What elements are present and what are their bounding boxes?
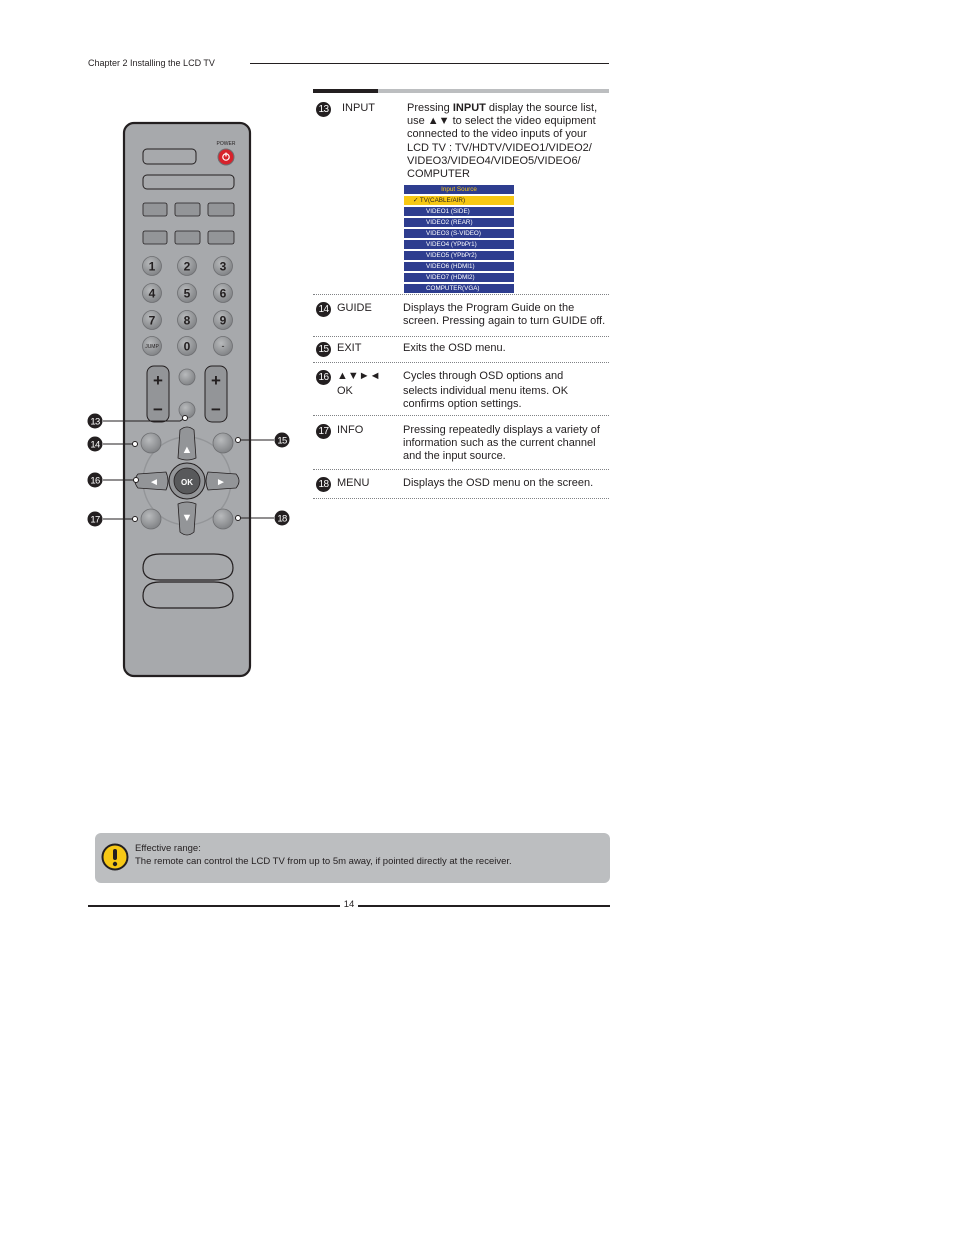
jump-label: JUMP bbox=[145, 344, 159, 350]
description-line: use ▲▼ to select the video equipment bbox=[407, 115, 596, 128]
volume-minus: − bbox=[153, 400, 163, 419]
entry-label-secondary: OK bbox=[337, 385, 353, 397]
arrow-right-icon: ► bbox=[216, 477, 226, 488]
entry-divider bbox=[313, 498, 609, 499]
power-button bbox=[218, 149, 234, 165]
description-line: VIDEO3/VIDEO4/VIDEO5/VIDEO6/ bbox=[407, 154, 581, 167]
description-line: screen. Pressing again to turn GUIDE off. bbox=[403, 315, 606, 328]
description-line: connected to the video inputs of your bbox=[407, 128, 587, 141]
description-line: and the input source. bbox=[403, 450, 506, 463]
keypad-digit: 5 bbox=[183, 286, 191, 301]
keypad-digit: 6 bbox=[219, 286, 227, 301]
description-line: selects individual menu items. OK bbox=[403, 385, 569, 398]
description-line: LCD TV : TV/HDTV/VIDEO1/VIDEO2/ bbox=[407, 141, 592, 154]
keypad-digit: 8 bbox=[183, 313, 191, 328]
description-line: Displays the Program Guide on the bbox=[403, 302, 575, 314]
entry-label: ▲▼►◄ bbox=[337, 370, 381, 382]
callout-number: 15 bbox=[277, 435, 287, 447]
entry-badge: 15 bbox=[316, 342, 331, 357]
callout-number: 13 bbox=[90, 416, 100, 428]
info-button bbox=[141, 509, 161, 529]
callout-number: 16 bbox=[90, 475, 100, 487]
description-line: Pressing INPUT display the source list, bbox=[407, 102, 598, 114]
keypad-digit: 9 bbox=[219, 313, 227, 328]
entry-divider bbox=[313, 362, 609, 363]
channel-minus: − bbox=[211, 400, 221, 419]
chapter-header: Chapter 2 Installing the LCD TV bbox=[88, 58, 215, 68]
menu-button bbox=[213, 509, 233, 529]
description-line: COMPUTER bbox=[407, 168, 470, 181]
entry-description bbox=[403, 342, 506, 355]
entry-badge: 18 bbox=[316, 477, 331, 492]
entry-badge: 17 bbox=[316, 424, 331, 439]
callout-number: 17 bbox=[90, 514, 100, 526]
note-text: The remote can control the LCD TV from up to 5m away, if pointed directly at the receiver. bbox=[135, 856, 512, 867]
entry-description bbox=[407, 102, 597, 181]
entry-description bbox=[403, 302, 605, 328]
entry-description bbox=[403, 424, 600, 464]
input-source-item: VIDEO2 (REAR) bbox=[404, 218, 514, 227]
keypad-digit: 2 bbox=[183, 259, 191, 274]
input-source-item: COMPUTER(VGA) bbox=[404, 284, 514, 293]
footer-rule-left bbox=[88, 905, 340, 907]
input-source-item: ✓ TV(CABLE/AIR) bbox=[404, 196, 514, 205]
keypad-digit: 3 bbox=[219, 259, 227, 274]
description-line: confirms option settings. bbox=[403, 398, 522, 411]
page-number: 14 bbox=[343, 899, 355, 910]
keypad-digit: 0 bbox=[183, 339, 191, 354]
callout-number: 18 bbox=[277, 513, 287, 525]
entry-divider bbox=[313, 336, 609, 337]
dash-label: - bbox=[221, 341, 225, 351]
entry-label: INPUT bbox=[342, 102, 375, 114]
input-source-title: Input Source bbox=[404, 185, 514, 194]
callout-number: 14 bbox=[90, 439, 100, 451]
warning-icon bbox=[101, 843, 129, 871]
input-source-item: VIDEO6 (HDMI1) bbox=[404, 262, 514, 271]
volume-plus: + bbox=[153, 371, 163, 390]
arrow-down-icon: ▼ bbox=[181, 512, 193, 524]
entry-label: MENU bbox=[337, 477, 370, 489]
input-source-item: VIDEO1 (SIDE) bbox=[404, 207, 514, 216]
keypad-digit: 7 bbox=[148, 313, 156, 328]
exit-button bbox=[213, 433, 233, 453]
description-line: Exits the OSD menu. bbox=[403, 342, 506, 354]
note-title: Effective range: bbox=[135, 843, 201, 854]
input-source-item: VIDEO7 (HDMI2) bbox=[404, 273, 514, 282]
arrow-up-icon: ▲ bbox=[181, 444, 193, 456]
description-line: Cycles through OSD options and bbox=[403, 370, 564, 382]
entry-description bbox=[403, 370, 568, 412]
channel-plus: + bbox=[211, 371, 221, 390]
input-source-item: VIDEO3 (S-VIDEO) bbox=[404, 229, 514, 238]
power-label: POWER bbox=[216, 141, 236, 147]
entry-badge: 13 bbox=[316, 102, 331, 117]
ok-label: OK bbox=[181, 478, 193, 487]
input-button bbox=[179, 402, 195, 418]
entry-description bbox=[403, 477, 593, 490]
input-source-item: VIDEO5 (YPbPr2) bbox=[404, 251, 514, 260]
description-line: information such as the current channel bbox=[403, 437, 596, 450]
entry-label: EXIT bbox=[337, 342, 362, 354]
keypad-digit: 1 bbox=[148, 259, 156, 274]
keypad-digit: 4 bbox=[148, 286, 156, 301]
entry-badge: 16 bbox=[316, 370, 331, 385]
description-line: Displays the OSD menu on the screen. bbox=[403, 477, 594, 489]
guide-button bbox=[141, 433, 161, 453]
arrow-left-icon: ◄ bbox=[149, 477, 159, 488]
entry-badge: 14 bbox=[316, 302, 331, 317]
input-source-item: VIDEO4 (YPbPr1) bbox=[404, 240, 514, 249]
entry-divider bbox=[313, 469, 609, 470]
entry-label: GUIDE bbox=[337, 302, 372, 314]
mute-button bbox=[179, 369, 195, 385]
input-source-osd bbox=[404, 185, 514, 295]
entry-divider bbox=[313, 415, 609, 416]
description-line: Pressing repeatedly displays a variety of bbox=[403, 424, 600, 436]
entry-label: INFO bbox=[337, 424, 364, 436]
footer-rule-right bbox=[358, 905, 610, 907]
